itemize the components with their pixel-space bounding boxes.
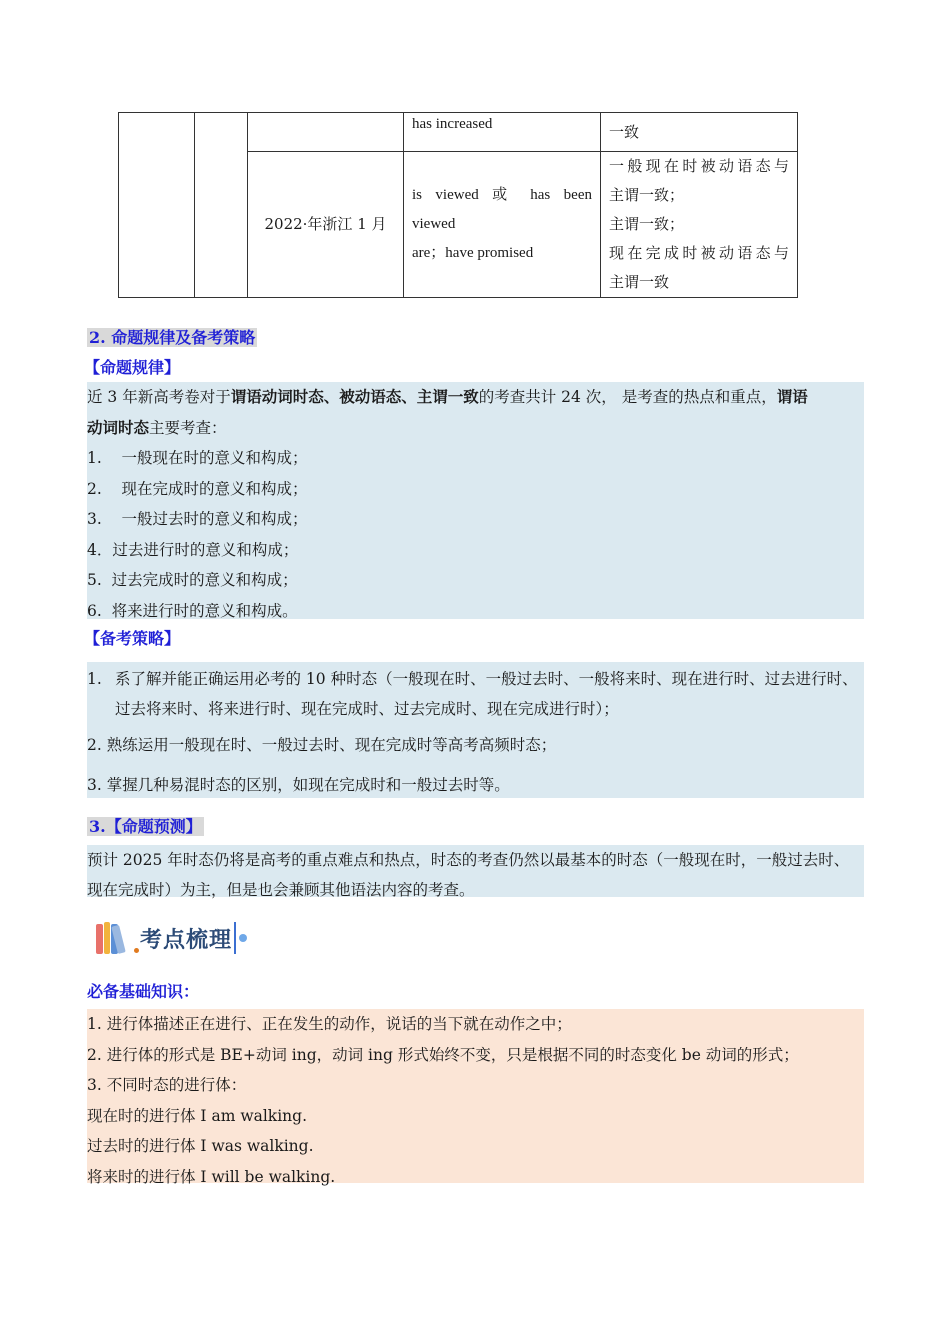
table-cell-source: 2022·年浙江 1 月 [248, 152, 404, 298]
intro-text: 近 3 年新高考卷对于 [87, 388, 231, 406]
strategy-text: 系了解并能正确运用必考的 10 种时态（一般现在时、一般过去时、一般将来时、现在进行时、过去进行时、过去将来时、将来进行时、现在完成时、过去完成时、现在完成进行时）； [115, 670, 858, 718]
section3-title-text: 3.【命题预测】 [89, 817, 202, 836]
section-title [87, 326, 257, 350]
list-item: 4．过去进行时的意义和构成； [87, 540, 299, 559]
books-icon [94, 920, 136, 956]
strategy-heading: 【备考策略】 [84, 629, 181, 648]
list-item: 3. 一般过去时的意义和构成； [87, 510, 308, 528]
prediction-box [87, 845, 864, 897]
section-title-text: 2. 命题规律及备考策略 [89, 328, 256, 347]
rule-line: 现在完成时被动语态与 [609, 244, 789, 262]
rule-line: 主谓一致 [609, 273, 670, 291]
banner-divider [234, 922, 236, 954]
knowledge-box [87, 1009, 864, 1186]
strategy-num: 1. [87, 670, 102, 688]
table-cell [195, 113, 248, 298]
intro-bold: 谓语动词时态、被动语态、主谓一致 [230, 387, 479, 406]
rules-intro [87, 382, 864, 413]
knowledge-line: 2. 进行体的形式是 BE+动词 ing，动词 ing 形式始终不变，只是根据不同的时态变化 be 动词的形式； [87, 1045, 799, 1064]
rule-line: 一般现在时被动语态与 [609, 157, 789, 175]
knowledge-line: 3. 不同时态的进行体： [87, 1076, 247, 1094]
table-row [119, 113, 798, 152]
list-item: 6. 将来进行时的意义和构成。 [87, 601, 298, 620]
intro-bold: 谓语 [776, 387, 808, 406]
knowledge-line: 将来时的进行体 I will be walking. [87, 1167, 336, 1186]
strategy-item: 2. 熟练运用一般现在时、一般过去时、现在完成时等高考高频时态； [87, 736, 557, 754]
list-item: 2. 现在完成时的意义和构成； [87, 479, 308, 498]
knowledge-line: 1. 进行体描述正在进行、正在发生的动作，说话的当下就在动作之中； [87, 1015, 572, 1033]
tense-table [118, 112, 798, 298]
rules-box [87, 382, 864, 619]
prediction-text: 预计 2025 年时态仍将是高考的重点难点和热点，时态的考查仍然以最基本的时态（一般现在时，一般过去时、现在完成时）为主，但是也会兼顾其他语法内容的考查。 [87, 851, 850, 899]
section3-title [87, 815, 204, 839]
banner-title: 考点梳理 [140, 927, 233, 953]
answer-line: are；have promised [412, 245, 534, 261]
table-cell-rule [601, 152, 798, 298]
rule-line: 主谓一致； [609, 186, 685, 204]
intro-text: 主要考查： [149, 418, 227, 437]
table-cell-answer [404, 152, 601, 298]
strategy-box [87, 662, 864, 798]
table-cell-answer: has increased [404, 113, 601, 152]
knowledge-line: 现在时的进行体 I am walking. [87, 1106, 307, 1125]
intro-text: 的考查共计 24 次， 是考查的热点和重点， [478, 388, 777, 406]
answer-line: viewed [412, 216, 456, 232]
section-banner [94, 916, 247, 960]
strategy-item: 3. 掌握几种易混时态的区别，如现在完成时和一般过去时等。 [87, 775, 510, 794]
rule-line: 主谓一致； [609, 215, 685, 233]
strategy-item [87, 664, 864, 724]
rules-heading: 【命题规律】 [84, 358, 181, 377]
answer-line: is viewed 或 has been [412, 187, 592, 203]
knowledge-line: 过去时的进行体 I was walking. [87, 1137, 314, 1155]
banner-dot [239, 934, 247, 942]
intro-bold: 动词时态 [87, 417, 150, 437]
list-item: 1. 一般现在时的意义和构成； [87, 449, 308, 467]
list-item: 5. 过去完成时的意义和构成； [87, 571, 298, 589]
rules-intro-cont [87, 413, 864, 444]
knowledge-heading: 必备基础知识： [87, 982, 200, 1001]
table-cell [248, 113, 404, 152]
table-cell-rule: 一致 [601, 113, 798, 152]
table-cell [119, 113, 195, 298]
